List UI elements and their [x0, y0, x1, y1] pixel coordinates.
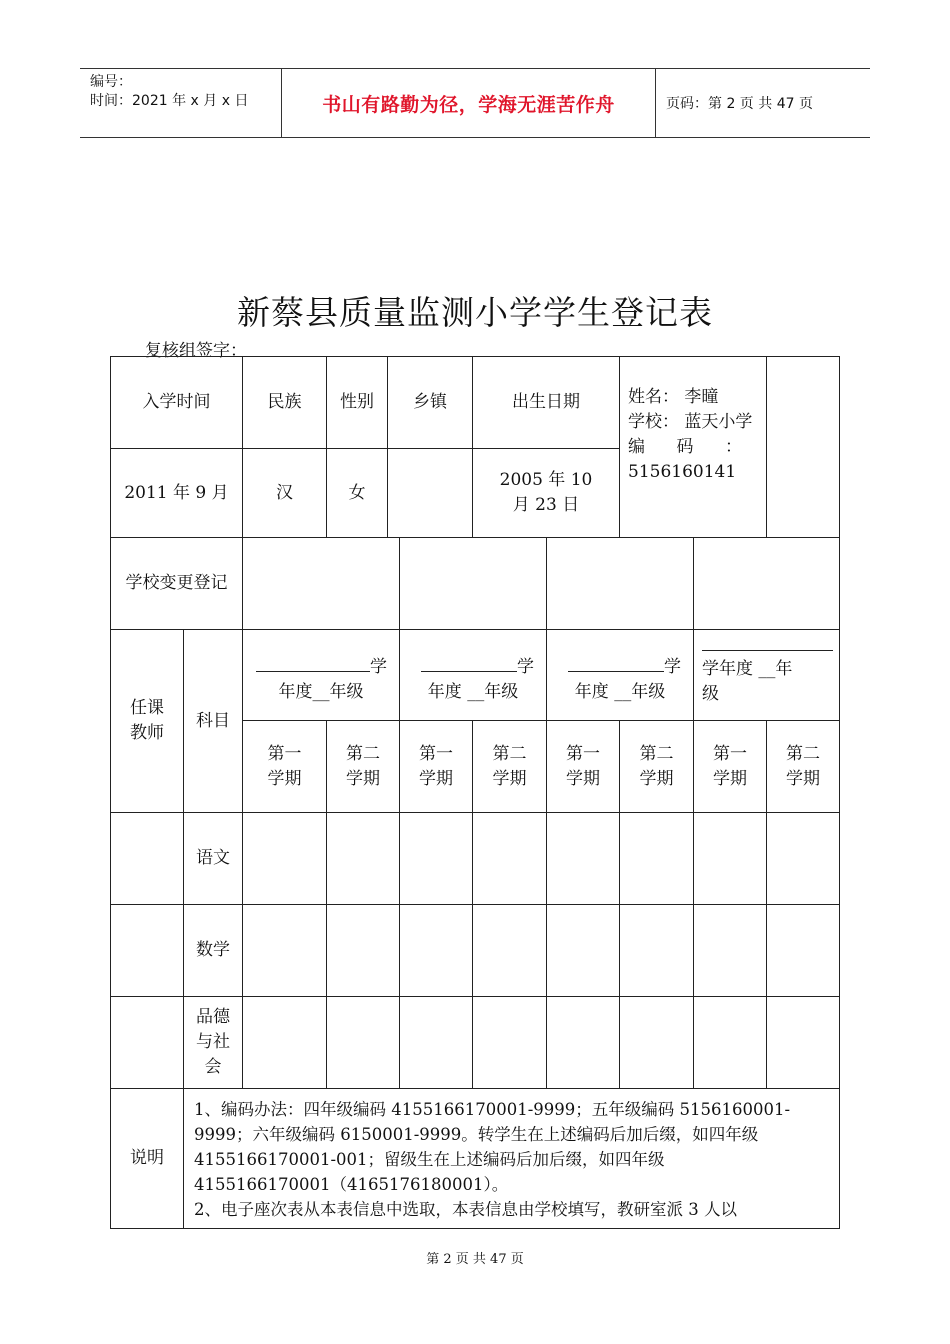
school-change-cell-2 [400, 538, 547, 630]
value-ethnicity: 汉 [243, 449, 327, 538]
table-row [111, 997, 840, 1089]
note-line-3: 4155166170001-001；留级生在上述编码后加后缀，如四年级 [194, 1150, 665, 1169]
subject-chinese: 语文 [184, 813, 243, 905]
note-label: 说明 [111, 1089, 184, 1229]
value-gender: 女 [327, 449, 388, 537]
header-motto: 书山有路勤为径，学海无涯苦作舟 [281, 69, 656, 137]
header-date: 时间：2021 年 x 月 x 日 [90, 93, 249, 109]
year-line-4a: 学年度 __年 [702, 658, 793, 679]
head-gender: 性别 [327, 357, 388, 448]
note-line-1: 1、编码办法：四年级编码 4155166170001-9999；五年级编码 5156160001- [194, 1100, 791, 1119]
student-school: 学校： 蓝天小学 [628, 412, 753, 432]
birth-date-line-1: 2005 年 10 [499, 470, 593, 490]
year-blank-1 [256, 653, 370, 672]
year-group-1 [243, 630, 400, 721]
header-number-label: 编号： [90, 74, 132, 90]
term-4-2: 第二 学期 [767, 721, 840, 813]
teacher-label-line-2: 教师 [130, 723, 164, 743]
teacher-cell-morality [111, 997, 184, 1089]
term-4-1: 第一 学期 [694, 721, 767, 813]
term-1-1: 第一 学期 [243, 721, 327, 813]
document-title: 新蔡县质量监测小学学生登记表 [237, 293, 713, 332]
page-header [80, 68, 870, 138]
teacher-label-line-1: 任课 [130, 698, 164, 718]
teacher-label [111, 630, 184, 813]
note-line-4: 4155166170001（4165176180001）。 [194, 1175, 509, 1194]
school-change-label: 学校变更登记 [111, 538, 243, 630]
table-row [111, 905, 840, 997]
code-char-2: 码 [676, 437, 694, 457]
value-township [388, 449, 473, 537]
term-3-1: 第一 学期 [547, 721, 620, 813]
subject-math: 数学 [184, 905, 243, 997]
header-page-number: 页码：第 2 页 共 47 页 [666, 96, 813, 112]
birth-date-line-2: 月 23 日 [512, 495, 580, 515]
subject-morality: 品德 与社 会 [184, 997, 243, 1089]
year-line-1: 年度__年级 [278, 682, 364, 702]
student-info-cell [620, 357, 767, 538]
note-line-2: 9999；六年级编码 6150001-9999。转学生在上述编码后加后缀，如四年级 [194, 1125, 759, 1144]
term-2-2: 第二 学期 [473, 721, 547, 813]
school-change-cell-4 [694, 538, 840, 630]
head-enroll-time: 入学时间 [111, 357, 243, 449]
note-line-5: 2、电子座次表从本表信息中选取，本表信息由学校填写，教研室派 3 人以 [194, 1200, 737, 1219]
year-blank-4 [702, 644, 833, 651]
head-township: 乡镇 [413, 392, 447, 412]
year-blank-3 [568, 653, 664, 672]
photo-cell [767, 357, 840, 538]
year-line-4b: 级 [702, 683, 719, 704]
table-row [111, 813, 840, 905]
term-2-1: 第一 学期 [400, 721, 473, 813]
head-ethnicity: 民族 [243, 357, 327, 449]
code-char-1: 编 [628, 437, 645, 457]
page-footer: 第 2 页 共 47 页 [426, 1252, 524, 1267]
year-line-3: 年度 __年级 [574, 682, 666, 702]
school-change-cell-3 [547, 538, 694, 630]
year-blank-2 [421, 653, 517, 672]
year-group-3 [547, 630, 694, 721]
school-change-cell-1 [243, 538, 400, 630]
value-enroll-time: 2011 年 9 月 [111, 449, 243, 538]
teacher-cell-chinese [111, 813, 184, 905]
year-xue-2: 学 [517, 657, 534, 677]
value-birth-date [473, 449, 620, 538]
year-group-4 [694, 630, 840, 721]
note-text [184, 1089, 840, 1229]
teacher-cell-math [111, 905, 184, 997]
code-char-3: ： [725, 437, 742, 457]
review-signature-label: 复核组签字： [145, 341, 247, 361]
year-xue-1: 学 [370, 657, 387, 677]
header-meta [80, 69, 281, 137]
subject-label: 科目 [184, 630, 243, 813]
term-3-2: 第二 学期 [620, 721, 694, 813]
head-birth-date: 出生日期 [473, 357, 620, 449]
student-name: 姓名： 李曈 [628, 387, 719, 407]
value-gender-township [327, 449, 473, 538]
student-code-label [628, 435, 760, 460]
student-registration-table [110, 356, 840, 1229]
term-1-2: 第二 学期 [327, 721, 400, 813]
year-xue-3: 学 [664, 657, 681, 677]
student-code-value: 5156160141 [628, 462, 737, 482]
year-line-2: 年度 __年级 [427, 682, 519, 702]
year-group-2 [400, 630, 547, 721]
head-gender-township [327, 357, 473, 449]
